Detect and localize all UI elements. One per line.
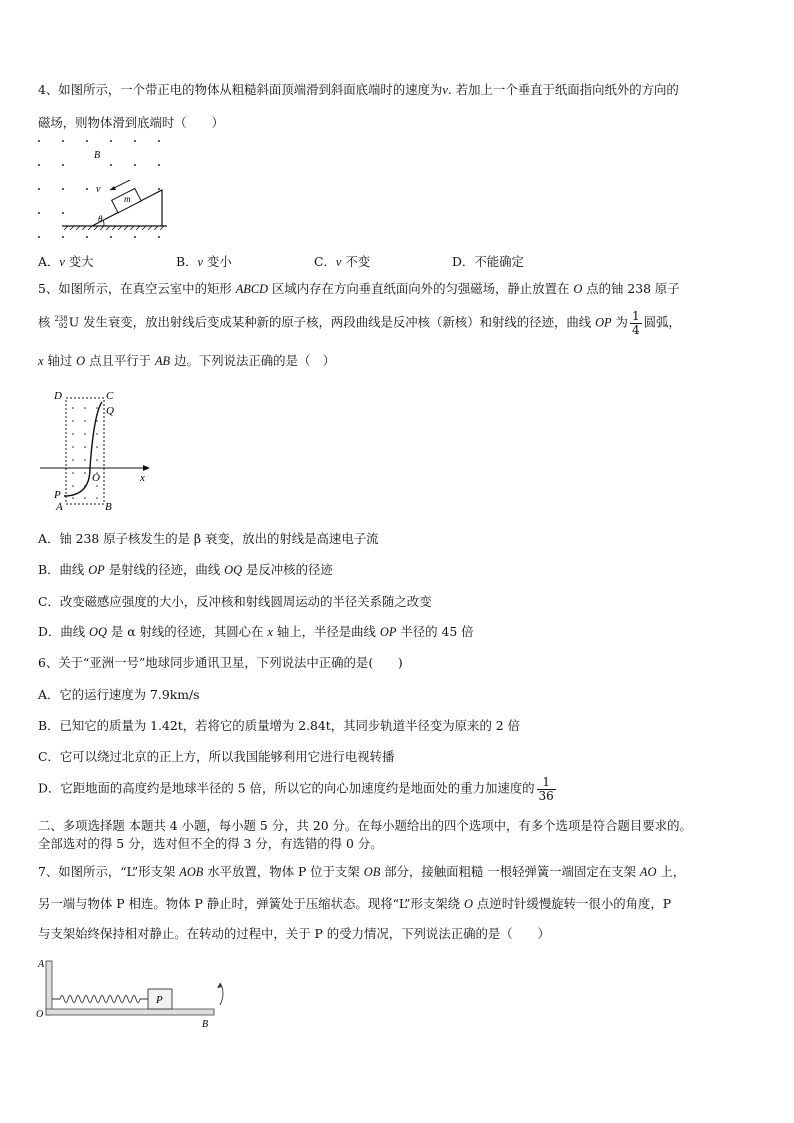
q4-velocity-symbol: v [442,83,448,97]
label-O: O [92,472,100,484]
q6-option-a[interactable]: A．它的运行速度为 7.9km/s [38,687,200,702]
bracket-horizontal-ob [46,1009,214,1015]
label-Q: Q [106,405,114,417]
q5-option-b[interactable]: B．曲线 OP 是射线的径迹，曲线 OQ 是反冲核的径迹 [38,562,333,577]
q5-stem-line-3: x 轴过 O 点且平行于 AB 边。下列说法正确的是（ ） [38,353,336,368]
quarter-fraction: $\frac{1}{4}$ [631,309,640,337]
uranium-nuclide-notation: 238 92 [54,315,68,331]
track-op [64,468,90,496]
q7-stem-line-2: 另一端与物体 P 相连。物体 P 静止时，弹簧处于压缩状态。现将“L”形支架绕 O 点逆时针缓慢旋转一很小的角度，P [38,896,672,911]
q7-l-bracket-figure [36,955,236,1035]
q4-option-a[interactable]: A．v 变大 [38,254,94,269]
q6-option-b[interactable]: B．已知它的质量为 1.42t，若将它的质量增为 2.84t，其同步轨道半径变为原来的 2 倍 [38,718,520,733]
section2-heading-line-1: 二、多项选择题 本题共 4 小题，每小题 5 分，共 20 分。在每小题给出的四个选项中，有多个选项是符合题目要求的。 [38,818,692,833]
label-O: O [36,1009,44,1020]
label-D: D [54,390,62,402]
label-x: x [140,472,145,484]
q4-stem-line-2: 磁场，则物体滑到底端时（ ） [38,115,224,130]
q5-option-d[interactable]: D．曲线 OQ 是 α 射线的径迹，其圆心在 x 轴上，半径是曲线 OP 半径的 45 倍 [38,624,474,639]
q5-stem-line-1: 5、如图所示，在真空云室中的矩形 ABCD 区域内存在方向垂直纸面向外的匀强磁场，静止放置在 O 点的铀 238 原子 [38,281,680,296]
q4-options [38,252,658,268]
q7-stem-line-3: 与支架始终保持相对静止。在转动的过程中，关于 P 的受力情况，下列说法正确的是（ ） [38,926,550,941]
rotation-arrowhead [217,983,222,988]
label-B: B [202,1019,209,1030]
label-A: A [38,959,45,970]
label-B: B [105,501,112,513]
q5-option-a[interactable]: A．铀 238 原子核发生的是 β 衰变，放出的射线是高速电子流 [38,531,379,546]
section2-heading-line-2: 全部选对的得 5 分，选对但不全的得 3 分，有选错的得 0 分。 [38,836,383,851]
q5-stem-line-2: 核 238 92 U 发生衰变，放出射线后变成某种新的原子核，两段曲线是反冲核（新核）和射线的径迹，曲线 OP 为 $\frac{1}{4}$ 圆弧， [38,309,681,337]
bracket-vertical-ao [46,961,52,1015]
q7-stem-line-1: 7、如图所示，“L”形支架 AOB 水平放置，物体 P 位于支架 OB 部分，接触面粗糙 一根轻弹簧一端固定在支架 AO 上， [38,864,686,879]
label-B: B [94,150,101,161]
block-mass-label: m [124,194,131,204]
one-thirty-sixth-fraction: $\frac{1}{36}$ [538,775,554,803]
label-P: P [156,994,163,1006]
q4-stem-text: 4、如图所示，一个带正电的物体从粗糙斜面顶端滑到斜面底端时的速度为 [38,82,443,97]
label-C: C [106,390,114,402]
label-theta: θ [98,214,103,224]
q4-incline-figure [34,138,174,238]
angle-arc [103,220,104,226]
q4-stem-line-1 [38,84,679,96]
q4-stem-text-cont: . 若加上一个垂直于纸面指向纸外的方向的 [447,82,679,97]
field-dots [72,407,98,499]
q6-option-c[interactable]: C．它可以绕过北京的正上方，所以我国能够利用它进行电视转播 [38,749,395,764]
label-v: v [96,184,101,195]
ground-hatch [64,226,164,230]
x-axis-arrowhead [143,465,150,471]
label-P: P [54,489,61,501]
q6-stem: 6、关于“亚洲一号”地球同步通讯卫星，下列说法中正确的是( ) [38,655,403,670]
q4-option-d[interactable]: D．不能确定 [452,254,524,269]
spring [52,996,148,1003]
q5-cloud-chamber-figure [36,388,166,518]
q5-option-c[interactable]: C．改变磁感应强度的大小，反冲核和射线圆周运动的半径关系随之改变 [38,594,432,609]
q4-option-b[interactable]: B．v 变小 [176,254,232,269]
q4-option-c[interactable]: C．v 不变 [314,254,371,269]
track-oq [90,402,102,468]
q6-option-d[interactable]: D．它距地面的高度约是地球半径的 5 倍，所以它的向心加速度约是地面处的重力加速度的 $\frac{1}{36}$ [38,775,554,803]
label-A: A [56,501,63,513]
